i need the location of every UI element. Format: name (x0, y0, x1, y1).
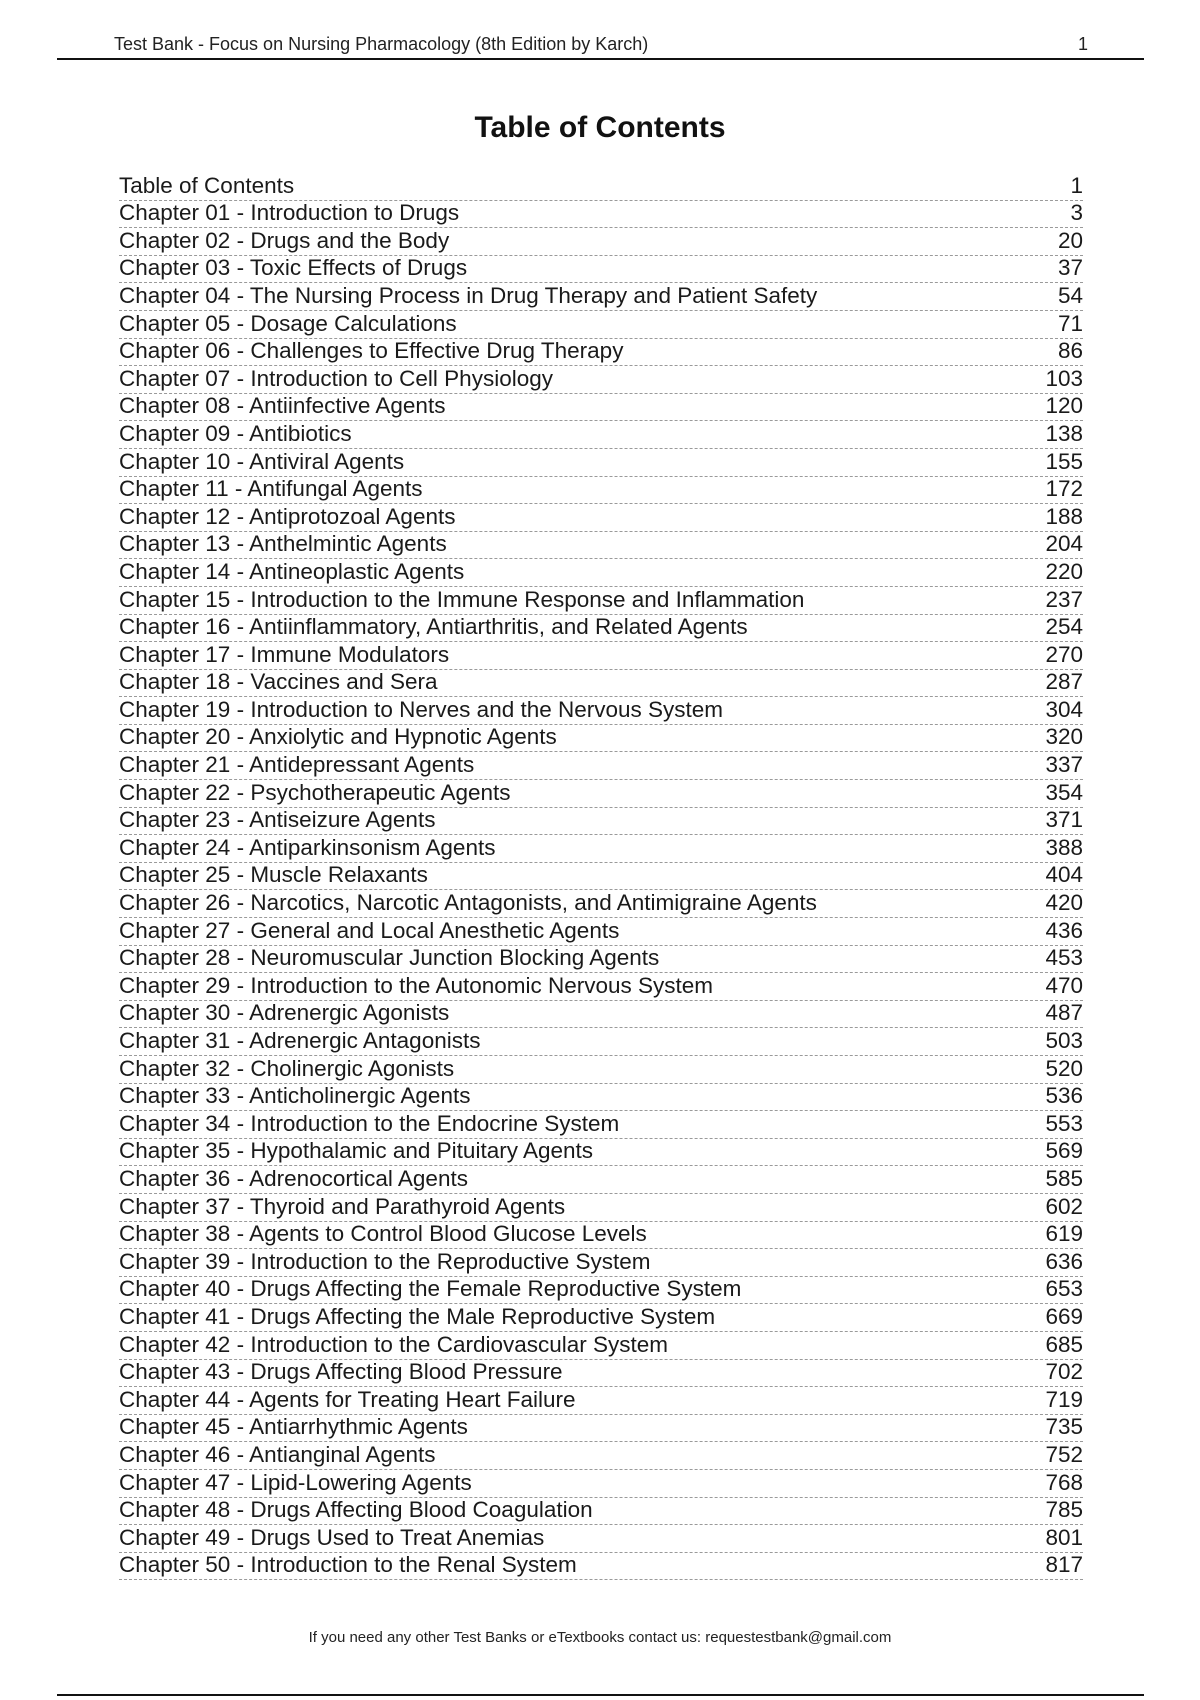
toc-entry-page: 354 (1045, 779, 1083, 805)
toc-entry-title: Chapter 09 - Antibiotics (119, 420, 352, 446)
toc-entry-title: Chapter 10 - Antiviral Agents (119, 448, 405, 474)
toc-entry[interactable] (119, 1415, 1083, 1443)
toc-entry[interactable] (119, 1387, 1083, 1415)
toc-entry[interactable] (119, 587, 1083, 615)
toc-entry-page: 553 (1045, 1110, 1083, 1136)
toc-entry-title: Chapter 31 - Adrenergic Antagonists (119, 1028, 481, 1053)
toc-entry[interactable] (119, 918, 1083, 946)
toc-entry-title: Chapter 04 - The Nursing Process in Drug Therapy and Patient Safety (119, 282, 818, 308)
toc-entry-title: Chapter 18 - Vaccines and Sera (119, 669, 438, 695)
toc-entry-page: 520 (1045, 1055, 1083, 1081)
footer-rule (57, 1694, 1144, 1696)
toc-entry-title: Table of Contents (119, 172, 295, 198)
toc-entry-page: 735 (1045, 1414, 1083, 1440)
toc-entry-page: 86 (1057, 338, 1083, 364)
toc-entry[interactable] (119, 421, 1083, 449)
toc-entry-title: Chapter 38 - Agents to Control Blood Glucose Levels (119, 1221, 647, 1247)
toc-entry-title: Chapter 30 - Adrenergic Agonists (119, 1000, 450, 1026)
toc-entry-page: 188 (1045, 503, 1083, 529)
toc-entry[interactable] (119, 1028, 1083, 1056)
toc-entry-title: Chapter 40 - Drugs Affecting the Female Reproductive System (119, 1276, 742, 1302)
toc-entry[interactable] (119, 697, 1083, 725)
toc-entry[interactable] (119, 808, 1083, 836)
toc-entry[interactable] (119, 228, 1083, 256)
toc-entry-page: 801 (1045, 1524, 1083, 1550)
toc-entry[interactable] (119, 1166, 1083, 1194)
toc-entry[interactable] (119, 642, 1083, 670)
toc-entry-title: Chapter 26 - Narcotics, Narcotic Antagonists, and Antimigraine Agents (119, 890, 817, 916)
toc-entry-page: 785 (1045, 1497, 1083, 1523)
toc-entry-title: Chapter 14 - Antineoplastic Agents (119, 558, 465, 584)
footer-contact: If you need any other Test Banks or eTextbooks contact us: requestestbank@gmail.com (308, 1629, 892, 1646)
toc-entry[interactable] (119, 946, 1083, 974)
toc-entry-title: Chapter 24 - Antiparkinsonism Agents (119, 834, 496, 860)
toc-entry-title: Chapter 20 - Anxiolytic and Hypnotic Agents (119, 724, 557, 750)
toc-entry[interactable] (119, 1442, 1083, 1470)
toc-entry-page: 585 (1045, 1165, 1083, 1191)
toc-entry-page: 37 (1057, 255, 1083, 281)
toc-entry[interactable] (119, 1222, 1083, 1250)
toc-entry-page: 768 (1045, 1469, 1083, 1495)
toc-entry[interactable] (119, 256, 1083, 284)
toc-entry[interactable] (119, 725, 1083, 753)
toc-entry-title: Chapter 08 - Antiinfective Agents (119, 393, 446, 419)
toc-entry-page: 388 (1045, 834, 1083, 860)
toc-entry-page: 1 (1070, 172, 1083, 198)
toc-entry-title: Chapter 45 - Antiarrhythmic Agents (119, 1414, 468, 1440)
toc-entry-title: Chapter 28 - Neuromuscular Junction Blocking Agents (119, 945, 660, 971)
toc-entry-title: Chapter 48 - Drugs Affecting Blood Coagulation (119, 1497, 593, 1523)
toc-entry[interactable] (119, 973, 1083, 1001)
toc-entry-title: Chapter 05 - Dosage Calculations (119, 310, 457, 336)
toc-entry-title: Chapter 07 - Introduction to Cell Physiology (119, 365, 553, 391)
toc-entry[interactable] (119, 890, 1083, 918)
toc-entry-page: 172 (1045, 476, 1083, 502)
toc-entry[interactable] (119, 394, 1083, 422)
toc-entry-title: Chapter 49 - Drugs Used to Treat Anemias (119, 1524, 545, 1550)
toc-entry-page: 503 (1045, 1028, 1083, 1053)
toc-entry[interactable] (119, 835, 1083, 863)
toc-entry-page: 54 (1057, 282, 1083, 308)
toc-entry[interactable] (119, 201, 1083, 229)
toc-entry[interactable] (119, 1056, 1083, 1084)
table-of-contents (119, 173, 1083, 1580)
toc-entry[interactable] (119, 1332, 1083, 1360)
toc-entry-page: 287 (1045, 669, 1083, 695)
toc-entry-page: 103 (1045, 365, 1083, 391)
toc-entry-page: 817 (1045, 1552, 1083, 1578)
toc-entry-page: 320 (1045, 724, 1083, 750)
toc-entry-page: 619 (1045, 1221, 1083, 1247)
toc-entry[interactable] (119, 1001, 1083, 1029)
toc-entry-title: Chapter 27 - General and Local Anesthetic Agents (119, 917, 620, 943)
toc-entry[interactable] (119, 311, 1083, 339)
toc-entry-page: 752 (1045, 1441, 1083, 1467)
toc-entry-title: Chapter 33 - Anticholinergic Agents (119, 1083, 471, 1109)
toc-entry[interactable] (119, 1277, 1083, 1305)
toc-entry-title: Chapter 19 - Introduction to Nerves and the Nervous System (119, 696, 724, 722)
toc-entry[interactable] (119, 1139, 1083, 1167)
toc-entry-title: Chapter 16 - Antiinflammatory, Antiarthritis, and Related Agents (119, 614, 748, 640)
toc-entry-title: Chapter 03 - Toxic Effects of Drugs (119, 255, 468, 281)
toc-entry-title: Chapter 42 - Introduction to the Cardiovascular System (119, 1331, 669, 1357)
toc-entry-page: 636 (1045, 1248, 1083, 1274)
toc-entry-title: Chapter 13 - Anthelmintic Agents (119, 531, 447, 557)
toc-entry-title: Chapter 34 - Introduction to the Endocrine System (119, 1110, 620, 1136)
toc-entry-title: Chapter 12 - Antiprotozoal Agents (119, 503, 456, 529)
header-page-number: 1 (1077, 34, 1088, 54)
toc-entry[interactable] (119, 1111, 1083, 1139)
toc-entry-title: Chapter 01 - Introduction to Drugs (119, 200, 460, 226)
toc-entry[interactable] (119, 1553, 1083, 1581)
toc-entry[interactable] (119, 1470, 1083, 1498)
toc-entry-page: 602 (1045, 1193, 1083, 1219)
toc-entry[interactable] (119, 1304, 1083, 1332)
toc-entry-page: 204 (1045, 531, 1083, 557)
toc-entry-title: Chapter 11 - Antifungal Agents (119, 476, 423, 502)
toc-entry-page: 420 (1045, 890, 1083, 916)
toc-entry-page: 685 (1045, 1331, 1083, 1357)
toc-entry-page: 270 (1045, 641, 1083, 667)
toc-entry-title: Chapter 44 - Agents for Treating Heart Failure (119, 1386, 576, 1412)
toc-entry-page: 220 (1045, 558, 1083, 584)
toc-entry-page: 254 (1045, 614, 1083, 640)
toc-entry[interactable] (119, 173, 1083, 201)
toc-entry[interactable] (119, 366, 1083, 394)
toc-entry[interactable] (119, 615, 1083, 643)
toc-entry-page: 20 (1057, 227, 1083, 253)
toc-entry-page: 120 (1045, 393, 1083, 419)
toc-entry-title: Chapter 47 - Lipid-Lowering Agents (119, 1469, 472, 1495)
toc-entry[interactable] (119, 780, 1083, 808)
toc-entry-page: 719 (1045, 1386, 1083, 1412)
toc-entry-title: Chapter 15 - Introduction to the Immune Response and Inflammation (119, 586, 805, 612)
toc-entry-title: Chapter 22 - Psychotherapeutic Agents (119, 779, 511, 805)
toc-entry[interactable] (119, 1084, 1083, 1112)
toc-entry[interactable] (119, 559, 1083, 587)
toc-entry[interactable] (119, 670, 1083, 698)
toc-entry-page: 569 (1045, 1138, 1083, 1164)
toc-entry[interactable] (119, 1360, 1083, 1388)
toc-entry-title: Chapter 36 - Adrenocortical Agents (119, 1165, 468, 1191)
toc-entry-page: 453 (1045, 945, 1083, 971)
running-header-title: Test Bank - Focus on Nursing Pharmacology (8th Edition by Karch) (114, 34, 649, 54)
toc-entry[interactable] (119, 1525, 1083, 1553)
toc-entry-title: Chapter 37 - Thyroid and Parathyroid Agents (119, 1193, 566, 1219)
toc-entry-title: Chapter 21 - Antidepressant Agents (119, 752, 475, 778)
toc-entry[interactable] (119, 1498, 1083, 1526)
toc-entry-title: Chapter 32 - Cholinergic Agonists (119, 1055, 455, 1081)
toc-entry-page: 371 (1045, 807, 1083, 833)
toc-entry[interactable] (119, 1194, 1083, 1222)
toc-entry-title: Chapter 35 - Hypothalamic and Pituitary Agents (119, 1138, 594, 1164)
toc-entry-title: Chapter 23 - Antiseizure Agents (119, 807, 436, 833)
toc-entry-page: 470 (1045, 972, 1083, 998)
toc-entry-title: Chapter 41 - Drugs Affecting the Male Reproductive System (119, 1303, 716, 1329)
toc-entry-page: 155 (1045, 448, 1083, 474)
toc-entry-title: Chapter 25 - Muscle Relaxants (119, 862, 428, 888)
toc-entry-title: Chapter 43 - Drugs Affecting Blood Pressure (119, 1359, 563, 1385)
toc-entry-page: 304 (1045, 696, 1083, 722)
toc-entry-page: 71 (1057, 310, 1083, 336)
toc-entry[interactable] (119, 1249, 1083, 1277)
toc-entry-title: Chapter 02 - Drugs and the Body (119, 227, 450, 253)
toc-entry-title: Chapter 06 - Challenges to Effective Drug Therapy (119, 338, 624, 364)
toc-entry-page: 3 (1070, 200, 1083, 226)
toc-entry-page: 536 (1045, 1083, 1083, 1109)
toc-entry[interactable] (119, 283, 1083, 311)
toc-entry-page: 404 (1045, 862, 1083, 888)
toc-entry-title: Chapter 39 - Introduction to the Reproductive System (119, 1248, 651, 1274)
toc-entry[interactable] (119, 532, 1083, 560)
toc-entry-title: Chapter 50 - Introduction to the Renal System (119, 1552, 577, 1578)
toc-entry[interactable] (119, 504, 1083, 532)
toc-entry-page: 436 (1045, 917, 1083, 943)
toc-entry[interactable] (119, 752, 1083, 780)
toc-entry-page: 653 (1045, 1276, 1083, 1302)
toc-entry-title: Chapter 29 - Introduction to the Autonomic Nervous System (119, 972, 714, 998)
toc-entry-title: Chapter 46 - Antianginal Agents (119, 1441, 436, 1467)
toc-entry-page: 702 (1045, 1359, 1083, 1385)
toc-entry[interactable] (119, 449, 1083, 477)
toc-entry-page: 138 (1045, 420, 1083, 446)
toc-entry[interactable] (119, 863, 1083, 891)
toc-entry[interactable] (119, 339, 1083, 367)
page-title: Table of Contents (474, 111, 726, 144)
toc-entry-page: 487 (1045, 1000, 1083, 1026)
toc-entry-page: 337 (1045, 752, 1083, 778)
toc-entry-page: 237 (1045, 586, 1083, 612)
toc-entry-title: Chapter 17 - Immune Modulators (119, 641, 450, 667)
toc-entry[interactable] (119, 477, 1083, 505)
toc-entry-page: 669 (1045, 1303, 1083, 1329)
